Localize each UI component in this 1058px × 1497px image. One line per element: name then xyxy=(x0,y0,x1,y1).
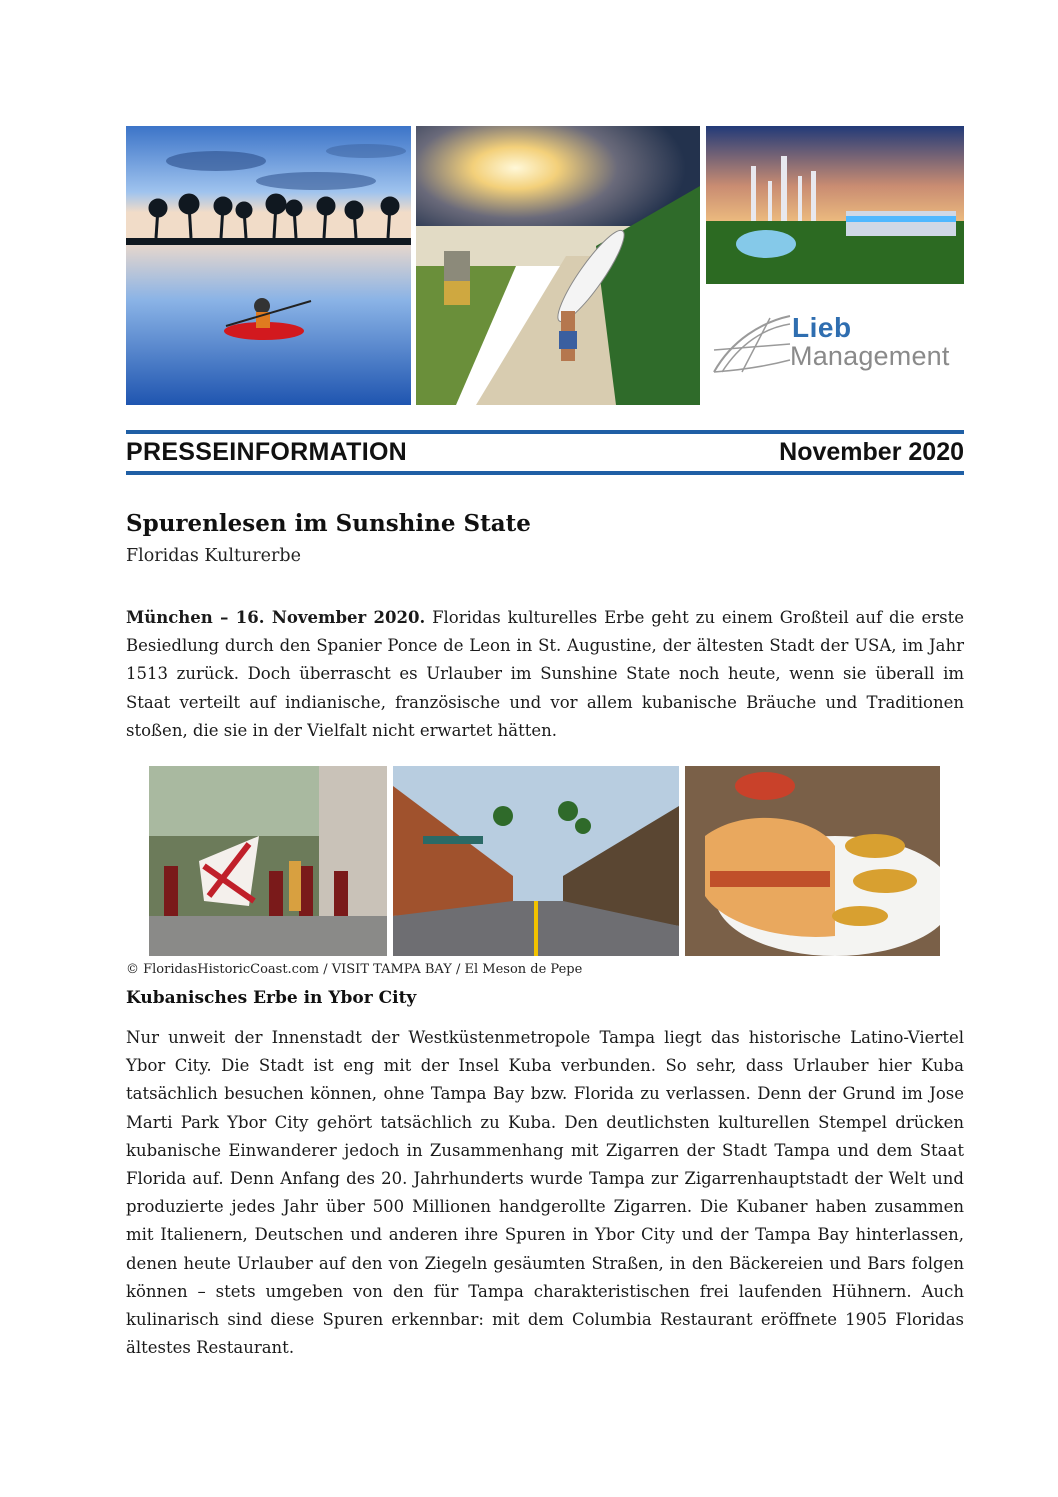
band-rule-top xyxy=(126,430,964,434)
ybor-city-street-photo xyxy=(393,766,679,956)
article-title: Spurenlesen im Sunshine State xyxy=(126,510,531,537)
section-heading: Kubanisches Erbe in Ybor City xyxy=(126,988,417,1008)
photo-credit: © FloridasHistoricCoast.com / VISIT TAMPA BAY / El Meson de Pepe xyxy=(126,962,583,977)
historic-parade-photo xyxy=(149,766,387,956)
press-date: November 2020 xyxy=(779,438,964,466)
lieb-management-logo xyxy=(712,308,964,383)
intro-text: Floridas kulturelles Erbe geht zu einem Großteil auf die erste Besiedlung durch den Spanier Ponce de Leon in St. Augustine, der ältesten Stadt der USA, im Jahr 1513 zurück. Doch überrascht es Urlauber im Sunshine State noch heute, wenn sie überall im Staat verteilt auf indianische, französische und vor allem kubanische Bräuche und Traditionen stoßen, die sie in der Vielfalt nicht erwartet hätten. xyxy=(126,608,964,740)
intro-paragraph xyxy=(126,604,964,745)
section-paragraph: Nur unweit der Innenstadt der Westküstenmetropole Tampa liegt das historische Latino-Viertel Ybor City. Die Stadt ist eng mit der Insel Kuba verbunden. So sehr, dass Urlauber hier Kuba tatsächlich besuchen können, ohne Tampa Bay bzw. Florida zu verlassen. Denn der Grund im Jose Marti Park Ybor City gehört tatsächlich zu Kuba. Den deutlichsten kulturellen Stempel drücken kubanische Einwanderer jedoch in Zusammenhang mit Zigarren der Stadt Tampa und dem Staat Florida auf. Denn Anfang des 20. Jahrhunderts wurde Tampa zur Zigarrenhauptstadt der Welt und produzierte jedes Jahr über 500 Millionen handgerollte Zigarren. Die Kubaner haben zusammen mit Italienern, Deutschen und anderen ihre Spuren in Ybor City und der Tampa Bay hinterlassen, denen heute Urlauber auf den von Ziegeln gesäumten Straßen, in den Bäckereien und Bars folgen können – stets umgeben von den für Tampa charakteristischen frei laufenden Hühnern. Auch kulinarisch sind diese Spuren erkennbar: mit dem Columbia Restaurant eröffnete 1905 Floridas ältestes Restaurant. xyxy=(126,1028,964,1358)
globe-swoosh-icon xyxy=(712,310,792,376)
press-label: PRESSEINFORMATION xyxy=(126,438,408,466)
band-rule-bottom xyxy=(126,471,964,475)
article-subtitle: Floridas Kulturerbe xyxy=(126,546,301,566)
surfer-on-beach-photo xyxy=(416,126,700,405)
intro-lead: München – 16. November 2020. xyxy=(126,608,426,627)
logo-text-lieb: Lieb xyxy=(792,312,852,343)
kennedy-space-center-photo xyxy=(706,126,964,284)
cuban-sandwich-photo xyxy=(685,766,940,956)
logo-text-management: Management xyxy=(790,341,950,371)
kayak-at-sunset-photo xyxy=(126,126,411,405)
